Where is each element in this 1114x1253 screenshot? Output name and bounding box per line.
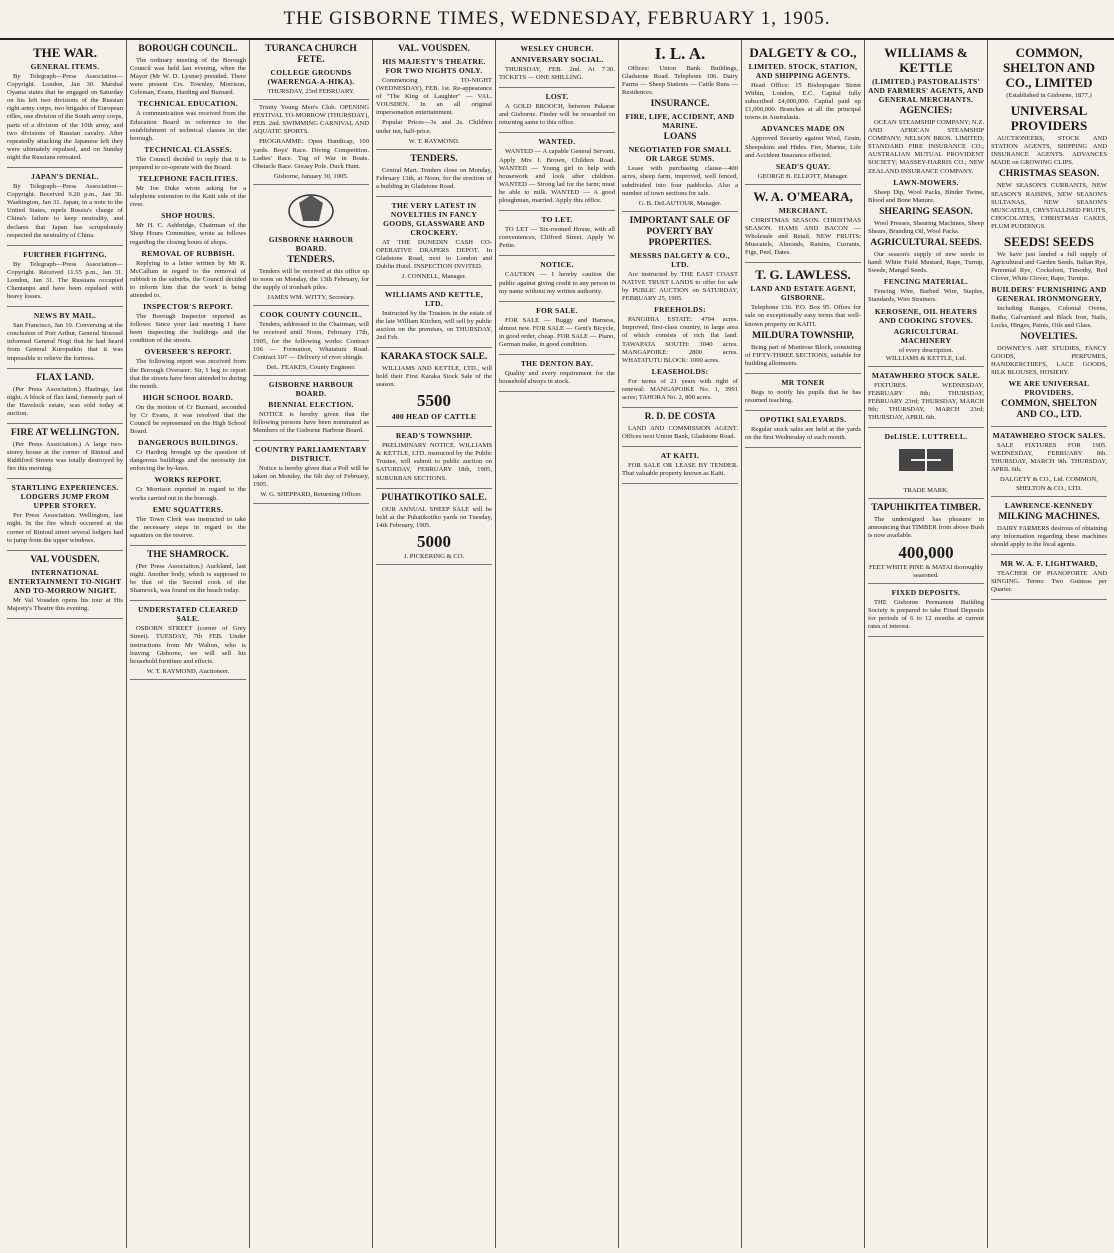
tel-body: Mr Joe Duke wrote asking for a telephone extension to the Kaiti side of the river. [130, 185, 246, 209]
omeara-title: W. A. O'MEARA, [753, 188, 853, 204]
vv-article [7, 555, 123, 619]
election-ad [253, 380, 369, 441]
novel4-sign: J. CONNELL, Manager. [401, 273, 467, 281]
free-body: PANGIHIA ESTATE: 4794 acres. Improved, first-class country, in large area of which consists of rich flat land. TAWAPATA SOUTH: 3040 acres. MANGAPOIKE: 2800 acres. WHATATUTU BLOCK: 1000 acres. [622, 316, 738, 364]
kaiti-title: AT KAITI. [660, 451, 700, 461]
dalgety-body: Head Office: 15 Bishopsgate Street Within, London, E.C. Capital fully subscribed £4,000,000. Capital paid up £1,000,000. Branches at all the principal towns in Australasia. [745, 82, 861, 122]
cs-sign: COMMON, SHELTON AND CO., LTD. [1000, 399, 1098, 421]
denial-title: JAPAN'S DENIAL. [31, 172, 99, 182]
tapu-ad [868, 503, 984, 583]
gh-subtitle: BIENNIAL ELECTION. [268, 399, 354, 409]
overseer-title: OVERSEER'S REPORT. [144, 347, 232, 357]
mat-body: SALE FIXTURES FOR 1905. WEDNESDAY, FEBRUARY 8th. THURSDAY, MARCH 9th. THURSDAY, APRIL 6th. [991, 442, 1107, 474]
dacosta-title: R. D. DE COSTA [644, 412, 716, 423]
poverty-ad [622, 216, 738, 408]
milk-subtitle: LAWRENCE-KENNEDY [1004, 500, 1094, 510]
toner-body: Begs to notify his pupils that he has resumed teaching. [745, 388, 861, 404]
dalgety-ad [745, 45, 861, 185]
ch-title: WESLEY CHURCH. [520, 44, 594, 53]
ila-title: I. L. A. [654, 44, 706, 63]
agri-title: AGRICULTURAL SEEDS. [870, 238, 982, 249]
harbour-subtitle: TENDERS. [287, 254, 335, 265]
war-body: By Telegraph—Press Association—Copyright. London, Jan 30. Marshal Oyama states that he engaged on Saturday on his left two divisions of the Russian right army corps, two brigades of European rifles, one division of the South army corps, parts of a division of the 10th army, and two divisions of Russian cavalry. After repeatedly attacking the Japanese left they were ultimately repulsed, and on Sunday night the Russians retreated. [7, 73, 123, 161]
further-body: By Telegraph—Press Association—Copyright. Received 11.55 p.m., Jan 31. London, Jan 31. The Russians occupied Chentanpu and have been repulsed with heavy losses. [7, 260, 123, 301]
tapu-body2: FEET WHITE PINE & MATAI thoroughly seasoned. [868, 563, 984, 579]
shamrock-article [130, 550, 246, 601]
seeds9-body: We have just landed a full supply of Agricultural and Garden Seeds. Italian Rye, Perennial Rye, Cocksfoot, Timothy, Red Clover, White Clover, Rape, Turnips. [991, 251, 1107, 283]
gh-title: GISBORNE HARBOUR BOARD. [268, 379, 354, 398]
wk4-body: Instructed by the Trustees in the estate of the late William Kitchen, will sell by public auction on the premises, on THURSDAY, 2nd Feb. [376, 309, 492, 341]
uncl-title: UNDERSTATED CLEARED SALE. [138, 605, 238, 624]
church-ad [499, 44, 615, 88]
fixed-title: FIXED DEPOSITS. [891, 587, 961, 597]
tolet-body: TO LET — Six-roomed House, with all conveniences, Clifford Street. Apply W. Pettie. [499, 226, 615, 250]
ila-ad [622, 44, 738, 212]
lawless-subtitle: LAND AND ESTATE AGENT, GISBORNE. [750, 284, 856, 303]
dalgety-subtitle: LIMITED. STOCK, STATION, AND SHIPPING AGENTS. [748, 62, 858, 80]
ila-body: Offices: Union Bank Buildings, Gladstone Road. Telephone 106. Dairy Farms — Sheep Stations — Cattle Runs — Residences. [622, 65, 738, 97]
shear-body: Wool Presses, Shearing Machines, Sheep Shears, Branding Oil, Wool Packs. [868, 219, 984, 235]
country-title: COUNTRY PARLIAMENTARY DISTRICT. [255, 445, 367, 464]
omeara-ad [745, 189, 861, 263]
cook-title: COOK COUNTY COUNCIL. [259, 310, 363, 320]
puha-title: PUHATIKOTIKO SALE. [381, 492, 487, 503]
fete-title: TURANCA CHURCH FETE. [265, 44, 357, 65]
milk-title: MILKING MACHINES. [998, 511, 1100, 522]
fete-date: THURSDAY, 23rd FEBRUARY. [267, 88, 355, 95]
war-title: THE WAR. [32, 45, 98, 60]
pos-body: Quality and every requirement for the household always in stock. [499, 370, 615, 386]
rub-title: REMOVAL OF RUBBISH. [141, 248, 235, 258]
swimming-ad [253, 104, 369, 185]
vousden-ad [376, 44, 492, 150]
overseer-body: The following report was received from the Borough Overseer: Sir, I beg to report that the streets have been attended to during the month. [130, 358, 246, 390]
tender-body: Central Mart. Tenders close on Monday, February 13th, at Noon, for the erection of a building in Gladstone Road. [376, 166, 492, 190]
fence-body: Fencing Wire, Barbed Wire, Staples, Standards, Wire Strainers. [868, 288, 984, 304]
dang-title: DANGEROUS BUILDINGS. [138, 438, 238, 448]
tolet-ads [499, 215, 615, 256]
column-4 [372, 40, 495, 1248]
omeara-subtitle: MERCHANT. [778, 205, 828, 215]
omeara-body: CHRISTMAS SEASON. CHRISTMAS SEASON. HAMS AND BACON — Wholesale and Retail. NEW FRUITS: Muscatels, Almonds, Raisins, Currants, Figs, Peel, Dates. [745, 216, 861, 257]
agencies-body: OCEAN STEAMSHIP COMPANY; N.Z. AND AFRICAN STEAMSHIP COMPANY; NELSON BROS. LIMITED; STANDARD FIRE INSURANCE CO.; AUSTRALIAN MUTUAL PROVIDENT SOCIETY; MASSEY-HARRIS CO.; NEW ZEALAND INSURANCE COMPANY. [868, 119, 984, 175]
further-title: FURTHER FIGHTING. [23, 249, 107, 259]
council-body: The ordinary meeting of the Borough Council was held last evening, when the Mayor (Mr W. D. Lysnar) presided. There were present Crs. Townley, Morrison, Coleman, Evans, Harding and Burnard. [130, 57, 246, 97]
harbour-sign: JAMES WM. WITTY, Secretary. [267, 294, 355, 302]
news-body: San Francisco, Jan 10. Conversing at the conclusion of Port Arthur, General Stoessel informed General Nogi that he had heard from General Kuropatkin that it was impossible to relieve the fortress. [7, 322, 123, 362]
uncl-sign: W. T. RAYMOND, Auctioneer. [146, 667, 230, 675]
cook-body: Tenders, addressed to the Chairman, will be received until Noon, February 17th, 1905, for the following works: Contract 106 — Formation, Whatatutu Road. Contract 107 — Delivery of river shingle. [253, 321, 369, 361]
poverty-subtitle: MESSRS DALGETY & CO., LTD. [630, 250, 730, 269]
poverty-title: IMPORTANT SALE OF POVERTY BAY PROPERTIES. [629, 215, 731, 248]
sham-title: THE SHAMROCK. [147, 549, 229, 560]
lodgers-body: Per Press Association. Wellington, last night. In the fire which occurred at the corner of Rintoul street several lodgers had to jump from the upper windows. [7, 512, 123, 544]
tolet-title: TO LET. [541, 215, 573, 225]
cs-ad [991, 45, 1107, 427]
harbour-body: Tenders will be received at this office up to noon on Monday, the 13th February, for the supply of ironbark piles. [253, 267, 369, 292]
column-7 [741, 40, 864, 1248]
loans-subtitle: NEGOTIATED FOR SMALL OR LARGE SUMS. [628, 145, 732, 164]
shear-title: SHEARING SEASON. [879, 206, 973, 217]
tc-body: The Council decided to reply that it is prepared to co-operate with the Board. [130, 155, 246, 171]
vv-body: Mr Val Vousden opens his tour at His Majesty's Theatre this evening. [7, 596, 123, 612]
columns [4, 40, 1110, 1248]
build-title: BUILDERS' FURNISHING AND GENERAL IRONMONGERY, [991, 285, 1107, 304]
tech-body: A communication was received from the Education Board in reference to the establishment of technical classes in the borough. [130, 110, 246, 142]
insp-title: INSPECTOR'S REPORT. [143, 302, 233, 312]
country-body: Notice is hereby given that a Poll will be taken on Monday, the 6th day of February, 1905. [253, 465, 369, 489]
ker-title: KEROSENE, OIL HEATERS AND COOKING STOVES. [874, 306, 978, 325]
notice-title: NOTICE. [540, 260, 574, 270]
shop-body: Mr H. C. Ashbridge, Chairman of the Shop Hours Committee, wrote as follows regarding the closing hours of shops. [130, 222, 246, 246]
lawless-ad [745, 267, 861, 374]
vv-title: VAL VOUSDEN. [30, 554, 100, 565]
loans-title: LOANS [663, 132, 697, 143]
dacosta-ad [622, 412, 738, 447]
sale-title: FOR SALE. [536, 305, 578, 315]
sale-body: FOR SALE — Buggy and Harness, almost new. FOR SALE — Gent's Bicycle, in good order, cheap. FOR SALE — Piano, German make, in good condition. [499, 316, 615, 348]
fete-ad [253, 44, 369, 100]
toner-title: MR TONER [781, 377, 825, 387]
fire-article [7, 428, 123, 479]
cs-est: (Established in Gisborne, 1877.) [1006, 92, 1092, 99]
mildura-title: MILDURA TOWNSHIP, [752, 330, 854, 341]
light-body: TEACHER OF PIANOFORTE AND SINGING. Terms: Two Guineas per Quarter. [991, 569, 1107, 594]
tc-title: TECHNICAL CLASSES. [144, 144, 232, 154]
lost-body: A GOLD BROOCH, between Pakarae and Gisborne. Finder will be rewarded on returning same to this office. [499, 103, 615, 127]
puha-big: 5000 [417, 531, 451, 551]
lost-ad [499, 92, 615, 133]
trade-mark-icon [891, 445, 961, 483]
milk-ad [991, 501, 1107, 555]
gh-body: NOTICE is hereby given that the following persons have been nominated as Members of the Gisborne Harbour Board. [253, 410, 369, 435]
ch-body: THURSDAY, FEB. 2nd. At 7.30. TICKETS — ONE SHILLING. [499, 66, 615, 82]
lodgers-article [7, 483, 123, 550]
read-title: READ'S TOWNSHIP. [395, 431, 473, 441]
ins-title: INSURANCE. [650, 99, 710, 110]
opo-body: Regular stock sales are held at the yards on the first Wednesday of each month. [745, 426, 861, 442]
loans-sign: G. B. DeLAUTOUR, Manager. [638, 199, 722, 207]
cook-ad [253, 310, 369, 376]
column-2 [126, 40, 249, 1248]
adv-body: Approved Security against Wool, Grain, Sheepskins and Hides. Fire, Marine, Life and Accident Insurance effected. [745, 135, 861, 159]
column-8 [864, 40, 987, 1248]
vv4-title: VAL. VOUSDEN. [397, 44, 471, 54]
war-article [7, 45, 123, 168]
lisle-title: DeLISLE. LUTTRELL. [884, 432, 968, 442]
milk-body: DAIRY FARMERS desirous of obtaining any information regarding these machines should apply to the local agents. [991, 524, 1107, 548]
works-title: WORKS REPORT. [154, 475, 222, 485]
shop-title: SHOP HOURS. [161, 211, 215, 221]
column-1 [4, 40, 126, 1248]
wk8-sign: WILLIAMS & KETTLE, Ltd. [885, 354, 967, 362]
fete-subtitle: COLLEGE GROUNDS (WAERENGA-A-HIKA). [267, 68, 355, 86]
coat-of-arms-icon [281, 189, 341, 231]
harbour-title: GISBORNE HARBOUR BOARD. [268, 234, 354, 253]
trade-mark-label: TRADE MARK. [903, 487, 949, 495]
column-5 [495, 40, 618, 1248]
news-title: NEWS BY MAIL. [33, 311, 97, 321]
tech-title: TECHNICAL EDUCATION. [137, 99, 239, 109]
mildura-body: Being part of Montrose Block, consisting of FIFTY-THREE SECTIONS, suitable for building allotments. [745, 343, 861, 367]
novelty-ad [376, 201, 492, 285]
mat-title: MATAWHERO STOCK SALES. [992, 431, 1106, 441]
novel4-title: THE VERY LATEST IN NOVELTIES IN FANCY GOODS, GLASSWARE AND CROCKERY. [383, 201, 485, 238]
ins-subtitle: FIRE, LIFE, ACCIDENT, AND MARINE. [625, 112, 735, 131]
fence-title: FENCING MATERIAL. [883, 277, 969, 287]
puha-body: OUR ANNUAL SHEEP SALE will be held at the Puhatikotiko yards on Tuesday, 14th February, 1905. [376, 505, 492, 529]
wanted-title: WANTED. [538, 137, 576, 147]
read-ad [376, 431, 492, 488]
kaiti-ad [622, 451, 738, 484]
vv4-price: Popular Prices—3s and 2s. Children under ten, half-price. [376, 119, 492, 135]
stock-head: 400 HEAD OF CATTLE [391, 412, 477, 422]
sale-ads [499, 306, 615, 355]
column-3 [249, 40, 372, 1248]
puha-ad [376, 493, 492, 565]
masthead [0, 0, 1114, 40]
lodgers-title: STARTLING EXPERIENCES. LODGERS JUMP FROM UPPER STOREY. [11, 483, 119, 511]
light-ad [991, 559, 1107, 600]
wkstock-ad [868, 371, 984, 428]
harbour-ad [253, 235, 369, 306]
notice-ad [499, 260, 615, 301]
dalgety-title: DALGETY & CO., [749, 45, 857, 60]
novel9-title: NOVELTIES. [1020, 331, 1078, 342]
fete-programme: PROGRAMME: Open Handicap, 100 yards. Boys' Race. Diving Competition. Ladies' Race. Tug of War in Boats. Obstacle Race. Greasy Pole. Duck Hunt. [253, 138, 369, 170]
wanted-ads [499, 137, 615, 211]
column-9 [987, 40, 1110, 1248]
flax-article [7, 373, 123, 424]
we-are: WE ARE UNIVERSAL PROVIDERS. [1008, 379, 1090, 398]
fire-title: FIRE AT WELLINGTON. [10, 428, 120, 438]
war-subtitle: GENERAL ITEMS. [30, 62, 100, 71]
column-6 [618, 40, 741, 1248]
seeds9-title: SEEDS! SEEDS [1004, 234, 1094, 250]
flax-title: FLAX LAND. [36, 372, 94, 383]
novel4-body: AT THE DUNEDIN CASH CO-OPERATIVE DRAPERS DEPOT. In Gladstone Road, next to London and Dublin Hotel. INSPECTION INVITED. [376, 239, 492, 271]
trademark-ad [868, 432, 984, 499]
vv4-body: Commencing TO-NIGHT (WEDNESDAY), FEB. 1st. Re-appearance of "The King of Laughter" — VAL. VOUSDEN. In an all original impersonation entertainment. [376, 77, 492, 117]
agencies-title: AGENCIES: [899, 106, 953, 116]
fete-note: Gisborne, January 30, 1905. [273, 172, 349, 180]
build-body: Including Ranges, Colonial Ovens, Baths, Galvanised and Black Iron, Nails, Locks, Hinges, Paints, Oils and Glass. [991, 305, 1107, 329]
masthead-title: THE GISBORNE TIMES, WEDNESDAY, FEBRUARY 1, 1905. [283, 8, 831, 29]
poverty-body: Are instructed by THE EAST COAST NATIVE TRUST LANDS to offer for sale by PUBLIC AUCTION on SATURDAY, FEBRUARY 25, 1905. [622, 270, 738, 303]
lawn-body: Sheep Dip, Wool Packs, Binder Twine, Blood and Bone Manure. [868, 188, 984, 204]
light-title: MR W. A. F. LIGHTWARD, [1000, 558, 1098, 568]
further-article [7, 250, 123, 307]
lawn-title: LAWN-MOWERS. [893, 177, 959, 187]
mat9-ad [991, 431, 1107, 497]
univ-title: UNIVERSAL PROVIDERS [1010, 103, 1088, 134]
xmas-title: CHRISTMAS SEASON. [998, 169, 1100, 180]
wanted-body: WANTED — A capable General Servant. Apply Mrs J. Brown, Childers Road. WANTED — Young girl to help with housework and look after children. WANTED — Strong lad for the farm; must be able to milk. WANTED — A good ploughman, married. Apply this office. [499, 148, 615, 205]
novel9-body: DOWNEY'S ART STUDIES, FANCY GOODS, PERFUMES, HANDKERCHIEFS, LACE GOODS, SILK BLOUSES, HOSIERY. [991, 344, 1107, 376]
ch-subtitle: ANNIVERSARY SOCIAL. [510, 55, 604, 64]
lawless-body: Telephone 136. P.O. Box 95. Offers for sale on exceptionally easy terms that well-known property on KAITI. [745, 304, 861, 328]
fete-body: Trinity Young Men's Club. OPENING FESTIVAL TO-MORROW (THURSDAY), FEB. 2nd. SWIMMING CARNIVAL AND AQUATIC SPORTS. [253, 104, 369, 136]
works-body: Cr Morrison reported in regard to the works carried out in the borough. [130, 486, 246, 502]
opotiki-ad [745, 415, 861, 448]
news-article [7, 311, 123, 368]
denton-ad [499, 359, 615, 392]
vv4-subtitle: HIS MAJESTY'S THEATRE. FOR TWO NIGHTS ONLY. [382, 57, 486, 75]
toner-ad [745, 378, 861, 411]
mat-sign: DALGETY & CO., Ltd. COMMON, SHELTON & CO., LTD. [1000, 476, 1098, 492]
karaka-ad [376, 352, 492, 427]
council-article [130, 44, 246, 546]
tel-title: TELEPHONE FACILITIES. [138, 174, 238, 184]
agri2-body: of every description. [898, 346, 954, 354]
hs-body: On the motion of Cr Burnard, seconded by Cr Evans, it was resolved that the Council be represented on the High School Board. [130, 403, 246, 436]
squat-body: The Town Clerk was instructed to take the necessary steps in regard to the squatters on the reserve. [130, 515, 246, 539]
wk8-title: WILLIAMS & KETTLE [884, 45, 968, 75]
denial-body: By Telegraph—Press Association—Copyright. Received 9.20 p.m., Jan 30. Washington, Jan 31. Japan, in a note to the United States, repels Russia's charge of China's failure to keep neutrality, and declares that Japan has scrupulously respected the neutrality of China. [7, 183, 123, 239]
opo-title: OPOTIKI SALEYARDS. [759, 415, 847, 425]
wkstock-body: FIXTURES. WEDNESDAY, FEBRUARY 8th; THURSDAY, FEBRUARY 23rd; THURSDAY, MARCH 9th; THURSDAY, MARCH 23rd; THURSDAY, APRIL 6th. [868, 381, 984, 422]
fixed-ad [868, 588, 984, 637]
country-sign: W. G. SHEPPARD, Returning Officer. [260, 491, 362, 499]
notice-body: CAUTION — I hereby caution the public against giving credit to any person in my name without my written authority. [499, 271, 615, 295]
stock-title: KARAKA STOCK SALE. [380, 351, 488, 362]
seeds7-sign: GEORGE B. ELLIOTT, Manager. [757, 172, 849, 180]
lease-body: For terms of 21 years with right of renewal: MANGAPOIKE No. 1, 3991 acres; TAHORA No. 2, 800 acres. [622, 377, 738, 401]
wk4-title: WILLIAMS AND KETTLE, LTD. [384, 289, 484, 308]
fixed-body: THE Gisborne Permanent Building Society is prepared to take Fixed Deposits for periods of 6 to 12 months at current rates of interest. [868, 598, 984, 630]
read-body: PRELIMINARY NOTICE. WILLIAMS & KETTLE, LTD. instructed by the Public Trustee, will submit to public auction on SATURDAY, FEBRUARY 18th, 1905, SUBURBAN SECTIONS. [376, 442, 492, 482]
univ-body: AUCTIONEERS, STOCK AND STATION AGENTS, SHIPPING AND INSURANCE AGENTS. ADVANCES MADE on GROWING CLIPS. [991, 135, 1107, 167]
squat-title: EMU SQUATTERS. [152, 504, 224, 514]
xmas-body: NEW SEASON'S CURRANTS, NEW SEASON'S RAISINS, NEW SEASON'S SULTANAS, NEW SEASON'S MUSCATELS, CRYSTALLISED FRUITS, CHOCOLATES, CHRISTMAS CAKES, PLUM PUDDINGS. [991, 182, 1107, 230]
stock-big: 5500 [417, 391, 451, 411]
kaiti-body: FOR SALE OR LEASE BY TENDER. That valuable property known as Kaiti. [622, 462, 738, 478]
council-title: BOROUGH COUNCIL. [138, 44, 238, 54]
uncl-body: OSBORN STREET (corner of Grey Street). TUESDAY, 7th FEB. Under instructions from Mr Walton, who is leaving Gisborne, we will sell his household furniture and effects. [130, 625, 246, 665]
adv-title: ADVANCES MADE ON [761, 124, 845, 134]
cook-sign: DeL. FEAKES, County Engineer. [266, 363, 356, 371]
tapu-title: TAPUHIKITEA TIMBER. [871, 503, 981, 514]
puha-sign: J. PICKERING & CO. [403, 552, 465, 560]
pos-title: THE DENTON BAY. [520, 359, 594, 369]
stock-body: WILLIAMS AND KETTLE, LTD., will hold their First Karaka Stock Sale of the season. [376, 364, 492, 389]
lawless-title: T. G. LAWLESS. [755, 267, 851, 283]
country-ad [253, 445, 369, 503]
wk4-ad [376, 290, 492, 348]
vv4-sign: W. T. RAYMOND. [408, 137, 460, 145]
tapu-big: 400,000 [898, 542, 954, 562]
fire-body: (Per Press Association.) A large two-storey house at the corner of Rintoul and Riddiford Streets was totally destroyed by fire this morning. [7, 441, 123, 473]
lost-title: LOST. [545, 92, 569, 102]
flax-body: (Per Press Association.) Hastings, last night. A block of flax land, formerly part of the Havelock estate, was sold today at auction. [7, 385, 123, 417]
vv-subtitle: INTERNATIONAL ENTERTAINMENT TO-NIGHT AND TO-MORROW NIGHT. [8, 567, 122, 595]
hs-title: HIGH SCHOOL BOARD. [142, 392, 234, 402]
seeds7-title: SEAD'S QUAY. [775, 161, 831, 171]
loans-body: Lease with purchasing clause—400 acres, sheep farm, improved, well fenced, subdivided into four paddocks. Also a number of town sections for sale. [622, 165, 738, 197]
lease-title: LEASEHOLDS: [651, 366, 709, 376]
tapu-body: The undersigned has pleasure in announcing that TIMBER from above Bush is now available. [868, 516, 984, 540]
cs-title: COMMON, SHELTON AND CO., LIMITED [1002, 45, 1096, 90]
dacosta-body: LAND AND COMMISSION AGENT. Offices next Union Bank, Gladstone Road. [622, 425, 738, 441]
dang-body: Cr Harding brought up the question of dangerous buildings and the necessity for enforcing the by-laws. [130, 449, 246, 473]
wk8-ad [868, 45, 984, 367]
clearance-ad [130, 605, 246, 680]
denial-article [7, 172, 123, 246]
free-title: FREEHOLDS: [654, 305, 706, 315]
agri-body: Our season's supply of new seeds to hand: White Field Mustard, Rape, Turnip, Swede, Mangel Seeds. [868, 251, 984, 275]
wkstock-title: MATAWHERO STOCK SALE. [871, 370, 981, 380]
wk8-subtitle: (LIMITED.) PASTORALISTS' AND FARMERS' AGENTS, AND GENERAL MERCHANTS. [868, 77, 984, 104]
sham-body: (Per Press Association.) Auckland, last night. Another body, which is supposed to be that of the Second cook of the Shamrock, was found on the beach today. [130, 562, 246, 595]
tender-title: TENDERS. [410, 153, 458, 164]
rub-body: Replying to a letter written by Mr R. McCallum in regard to the removal of rubbish in the suburbs, the Council decided to inform him that the work is being attended to. [130, 259, 246, 299]
tender-ad [376, 154, 492, 197]
agri2-title: AGRICULTURAL MACHINERY [893, 326, 959, 345]
insp-body: The Borough Inspector reported as follows: Since your last meeting I have been inspecting the buildings and the condition of the streets. [130, 313, 246, 345]
